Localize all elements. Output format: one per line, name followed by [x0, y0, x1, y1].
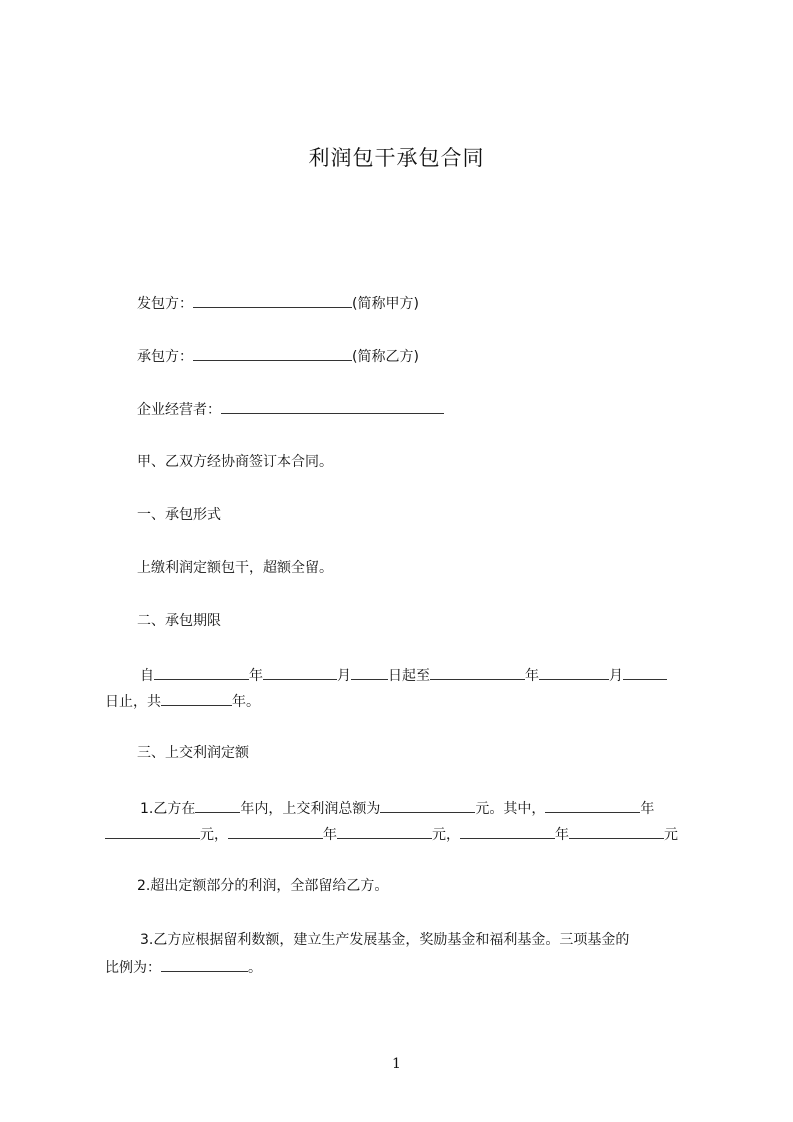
start-day-blank[interactable] [351, 664, 388, 680]
item-1-line-1 [140, 797, 654, 819]
party-b-line [137, 345, 419, 367]
amount-2-blank[interactable] [337, 823, 432, 839]
item-1-c: 元。其中， [475, 801, 546, 817]
section-3-heading: 三、上交利润定额 [137, 745, 249, 761]
operator-line [137, 398, 444, 420]
item-1-d: 年 [640, 801, 655, 817]
section-2-heading: 二、承包期限 [137, 613, 221, 629]
item-1-e: 元， [200, 827, 228, 843]
item-1-h: 年 [555, 827, 569, 843]
item-1-a: 1.乙方在 [140, 801, 196, 817]
term-until: 日止，共 [105, 694, 161, 710]
term-month-2: 月 [609, 668, 623, 684]
start-year-blank[interactable] [154, 664, 249, 680]
term-from: 自 [140, 668, 154, 684]
term-day: 日起至 [388, 668, 430, 684]
amount-1-blank[interactable] [105, 823, 200, 839]
term-year: 年 [249, 668, 263, 684]
year-2-blank[interactable] [228, 823, 323, 839]
item-1-f: 年 [323, 827, 337, 843]
years-blank[interactable] [195, 797, 240, 813]
item-3-label: 比例为： [105, 960, 161, 976]
year-3-blank[interactable] [460, 823, 555, 839]
end-day-blank[interactable] [623, 664, 667, 680]
end-month-blank[interactable] [539, 664, 609, 680]
party-b-blank[interactable] [193, 345, 352, 361]
start-month-blank[interactable] [263, 664, 337, 680]
party-a-suffix: (简称甲方) [352, 296, 419, 312]
operator-label: 企业经营者： [137, 402, 221, 418]
page-number: 1 [392, 1056, 401, 1072]
party-b-label: 承包方： [137, 349, 193, 365]
section-1-heading: 一、承包形式 [137, 507, 221, 523]
end-year-blank[interactable] [430, 664, 525, 680]
party-a-blank[interactable] [193, 292, 352, 308]
item-3-line-1: 3.乙方应根据留利数额，建立生产发展基金，奖励基金和福利基金。三项基金的 [140, 932, 630, 948]
year-1-blank[interactable] [545, 797, 640, 813]
term-line-2 [105, 690, 260, 712]
intro-text: 甲、乙双方经协商签订本合同。 [137, 454, 333, 470]
item-1-i: 元 [664, 827, 678, 843]
item-1-g: 元， [432, 827, 460, 843]
term-years: 年。 [232, 694, 260, 710]
item-2: 2.超出定额部分的利润，全部留给乙方。 [137, 878, 389, 894]
total-profit-blank[interactable] [380, 797, 475, 813]
item-1-line-2 [105, 823, 678, 845]
total-years-blank[interactable] [161, 690, 232, 706]
party-b-suffix: (简称乙方) [352, 349, 419, 365]
fund-ratio-blank[interactable] [161, 956, 248, 972]
document-title: 利润包干承包合同 [308, 146, 485, 170]
term-line-1 [140, 664, 667, 686]
item-1-b: 年内，上交利润总额为 [240, 801, 381, 817]
operator-blank[interactable] [221, 398, 444, 414]
term-month: 月 [337, 668, 351, 684]
term-year-2: 年 [525, 668, 539, 684]
item-3-line-2 [105, 956, 262, 978]
amount-3-blank[interactable] [569, 823, 664, 839]
party-a-line [137, 292, 419, 314]
section-1-body: 上缴利润定额包干，超额全留。 [137, 560, 333, 576]
item-3-end: 。 [248, 960, 262, 976]
party-a-label: 发包方： [137, 296, 193, 312]
